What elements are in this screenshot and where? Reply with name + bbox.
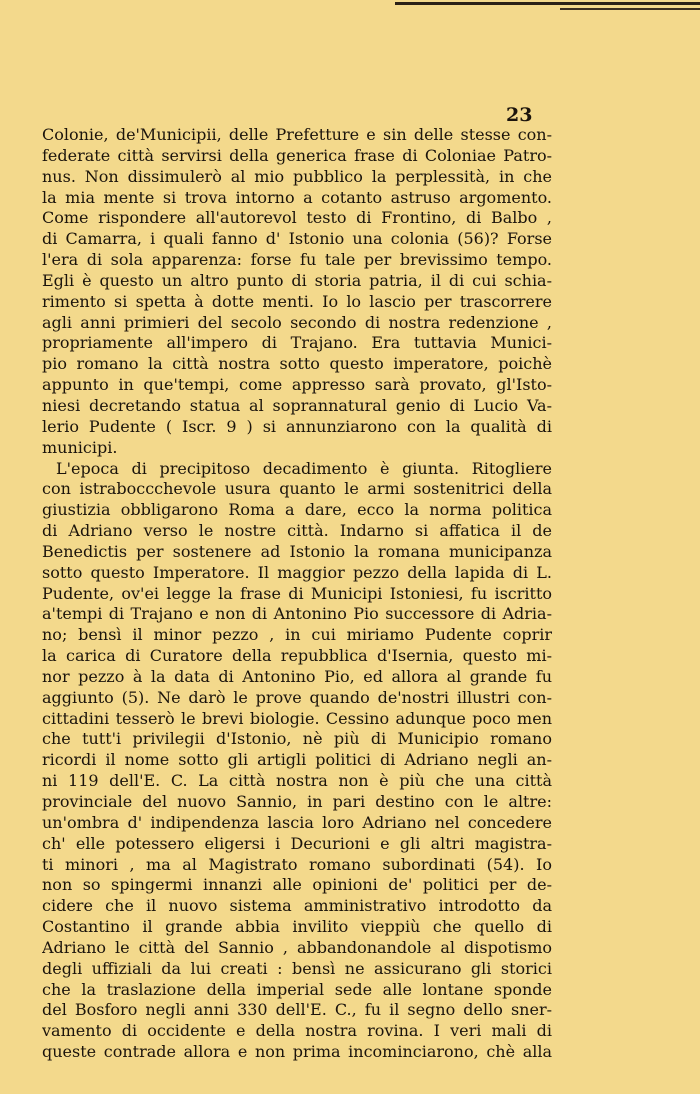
text-line: Come rispondere all'autorevol testo di Frontino, di Balbo , [42, 208, 552, 228]
text-line: Colonie, de'Municipii, delle Prefetture e sin delle stesse con- [42, 125, 552, 144]
text-line: Adriano le città del Sannio , abbandonandole al dispotismo [42, 937, 552, 957]
text-line: niesi decretando statua al soprannatural genio di Lucio Va- [42, 395, 552, 415]
text-line: ricordi il nome sotto gli artigli politici di Adriano negli an- [42, 750, 552, 770]
text-line: agli anni primieri del secolo secondo di nostra redenzione , [42, 312, 552, 332]
top-edge-rule-secondary [560, 8, 700, 10]
text-line: con istraboccchevole usura quanto le armi sostenitrici della [42, 479, 552, 499]
text-line: che tutt'i privilegii d'Istonio, nè più di Municipio romano [42, 729, 552, 749]
text-line: cittadini tesserò le brevi biologie. Cessino adunque poco men [42, 708, 552, 728]
text-line: vamento di occidente e della nostra rovina. I veri mali di [42, 1021, 552, 1041]
text-line: queste contrade allora e non prima incominciarono, chè alla [42, 1042, 552, 1062]
text-line: l'era di sola apparenza: forse fu tale per brevissimo tempo. [42, 250, 552, 270]
text-line: nus. Non dissimulerò al mio pubblico la perplessità, in che [42, 166, 552, 186]
text-line: provinciale del nuovo Sannio, in pari destino con le altre: [42, 792, 552, 811]
text-line: appunto in que'tempi, come appresso sarà provato, gl'Isto- [42, 375, 552, 395]
text-line: non so spingermi innanzi alle opinioni de' politici per de- [42, 875, 552, 895]
text-line: ni 119 dell'E. C. La città nostra non è più che una città [42, 771, 552, 791]
text-line: rimento si spetta à dotte menti. Io lo lascio per trascorrere [42, 291, 552, 311]
text-line: di Camarra, i quali fanno d' Istonio una colonia (56)? Forse [42, 229, 552, 249]
text-line: federate città servirsi della generica frase di Coloniae Patro- [42, 145, 552, 165]
text-line: pio romano la città nostra sotto questo imperatore, poichè [42, 354, 552, 374]
text-line: no; bensì il minor pezzo , in cui miriamo Pudente coprir [42, 625, 552, 645]
text-line: propriamente all'impero di Trajano. Era tuttavia Munici- [42, 333, 552, 353]
text-line: ch' elle potessero eligersi i Decurioni e gli altri magistra- [42, 833, 552, 853]
text-line-paragraph-end: municipi. [42, 437, 118, 457]
text-line-paragraph-start: L'epoca di precipitoso decadimento è giunta. Ritogliere [56, 458, 552, 478]
text-line: lerio Pudente ( Iscr. 9 ) si annunziarono con la qualità di [42, 416, 552, 436]
text-line: nor pezzo à la data di Antonino Pio, ed allora al grande fu [42, 666, 552, 686]
text-line: giustizia obbligarono Roma a dare, ecco la norma politica [42, 500, 552, 520]
top-edge-rule [395, 2, 700, 5]
text-line: di Adriano verso le nostre città. Indarno si affatica il de [42, 521, 552, 541]
text-line: Benedictis per sostenere ad Istonio la romana municipanza [42, 541, 552, 561]
text-line: aggiunto (5). Ne darò le prove quando de'nostri illustri con- [42, 687, 552, 707]
text-line: un'ombra d' indipendenza lascia loro Adriano nel concedere [42, 812, 552, 832]
text-line: Pudente, ov'ei legge la frase di Municipi Istoniesi, fu iscritto [42, 583, 552, 603]
text-line: la carica di Curatore della repubblica d'Isernia, questo mi- [42, 646, 552, 666]
body-text [42, 125, 552, 1063]
page-number: 23 [506, 104, 533, 126]
text-line: la mia mente si trova intorno a cotanto astruso argomento. [42, 187, 552, 207]
text-line: cidere che il nuovo sistema amministrativo introdotto da [42, 896, 552, 916]
text-line: a'tempi di Trajano e non di Antonino Pio successore di Adria- [42, 604, 552, 624]
text-line: degli uffiziali da lui creati : bensì ne assicurano gli storici [42, 958, 552, 978]
text-line: ti minori , ma al Magistrato romano subordinati (54). Io [42, 854, 552, 874]
text-line: Costantino il grande abbia invilito vieppiù che quello di [42, 917, 552, 937]
text-line: del Bosforo negli anni 330 dell'E. C., fu il segno dello sner- [42, 1000, 552, 1020]
text-line: Egli è questo un altro punto di storia patria, il di cui schia- [42, 270, 552, 290]
text-line: sotto questo Imperatore. Il maggior pezzo della lapida di L. [42, 562, 552, 582]
text-line: che la traslazione della imperial sede alle lontane sponde [42, 979, 552, 999]
